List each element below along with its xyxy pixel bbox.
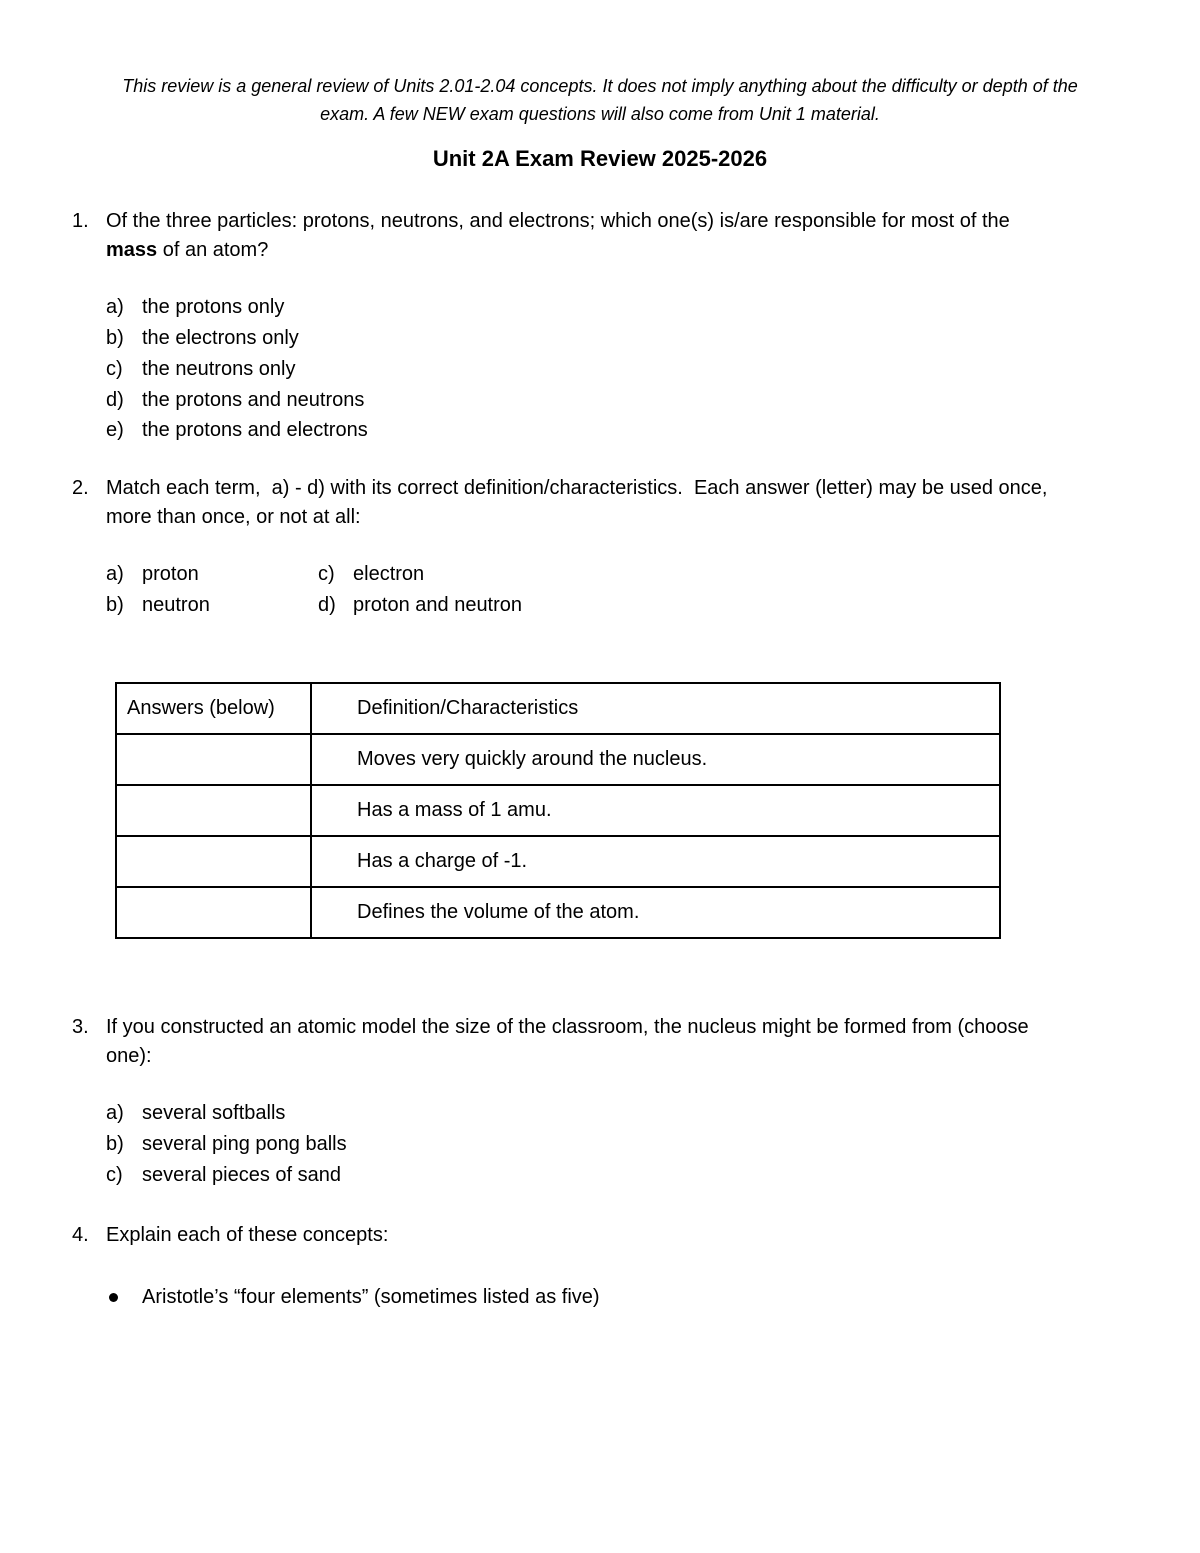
page-title: Unit 2A Exam Review 2025-2026	[432, 146, 768, 171]
q3-option-b-text: several ping pong balls	[142, 1133, 347, 1155]
answer-cell[interactable]	[116, 836, 311, 887]
table-row	[116, 785, 1000, 836]
definition-cell: Moves very quickly around the nucleus.	[311, 734, 1000, 785]
q1-option-d-letter: d)	[106, 389, 124, 411]
q2-term-a-text: proton	[142, 563, 199, 585]
q1-option-c-text: the neutrons only	[142, 358, 296, 380]
q2-term-d-text: proton and neutron	[353, 594, 523, 616]
intro-line-2: exam. A few NEW exam questions will also come from Unit 1 material.	[320, 104, 880, 124]
q1-option-c-letter: c)	[106, 358, 123, 380]
question-4-text: Explain each of these concepts:	[106, 1224, 389, 1246]
question-1-text-part2: of an atom?	[157, 239, 269, 261]
bullet-icon	[109, 1293, 118, 1302]
q1-option-e-text: the protons and electrons	[142, 419, 368, 441]
q2-term-c-text: electron	[353, 563, 425, 585]
q2-term-b-letter: b)	[106, 594, 124, 616]
q3-option-b-letter: b)	[106, 1133, 124, 1155]
q1-option-a-letter: a)	[106, 296, 124, 318]
q2-term-b-text: neutron	[142, 594, 210, 616]
q1-option-b-letter: b)	[106, 327, 124, 349]
question-1-number: 1.	[72, 210, 89, 232]
q4-bullet-item: Aristotle’s “four elements” (sometimes listed as five)	[142, 1286, 600, 1308]
definition-cell: Defines the volume of the atom.	[311, 887, 1000, 938]
answer-cell[interactable]	[116, 785, 311, 836]
intro-line-1: This review is a general review of Units 2.01-2.04 concepts. It does not imply anything about the difficulty or depth of the	[122, 76, 1078, 96]
header-answers: Answers (below)	[116, 683, 311, 734]
q1-option-e-letter: e)	[106, 419, 124, 441]
intro-note	[60, 72, 1140, 128]
q2-term-d-letter: d)	[318, 594, 336, 616]
table-row	[116, 734, 1000, 785]
question-3-text	[106, 1013, 1136, 1071]
q2-term-c-letter: c)	[318, 563, 335, 585]
definition-cell: Has a charge of -1.	[311, 836, 1000, 887]
header-definitions: Definition/Characteristics	[311, 683, 1000, 734]
table-row	[116, 836, 1000, 887]
question-3-text-line2: one):	[106, 1045, 152, 1067]
answer-cell[interactable]	[116, 734, 311, 785]
q3-option-a-letter: a)	[106, 1102, 124, 1124]
question-3-number: 3.	[72, 1016, 89, 1038]
definition-cell: Has a mass of 1 amu.	[311, 785, 1000, 836]
q1-option-b-text: the electrons only	[142, 327, 299, 349]
question-2-text-line1: Match each term, a) - d) with its correct definition/characteristics. Each answer (letter) may be used once,	[106, 477, 1048, 499]
question-4-number: 4.	[72, 1224, 89, 1246]
q3-option-c-letter: c)	[106, 1164, 123, 1186]
matching-table	[115, 682, 1001, 939]
q3-option-c-text: several pieces of sand	[142, 1164, 342, 1186]
answer-cell[interactable]	[116, 887, 311, 938]
q2-term-a-letter: a)	[106, 563, 124, 585]
matching-table-header	[116, 683, 1000, 734]
table-row	[116, 887, 1000, 938]
q3-option-a-text: several softballs	[142, 1102, 286, 1124]
question-2-text-line2: more than once, or not at all:	[106, 506, 361, 528]
q1-option-a-text: the protons only	[142, 296, 285, 318]
question-3-text-line1: If you constructed an atomic model the size of the classroom, the nucleus might be formed from (choose	[106, 1016, 1029, 1038]
question-2-number: 2.	[72, 477, 89, 499]
question-1-text	[106, 207, 1136, 265]
question-2-text	[106, 474, 1156, 532]
question-1-bold-word: mass	[106, 239, 158, 261]
question-1-text-part1: Of the three particles: protons, neutrons, and electrons; which one(s) is/are responsible for most of the	[106, 210, 1010, 232]
q1-option-d-text: the protons and neutrons	[142, 389, 365, 411]
